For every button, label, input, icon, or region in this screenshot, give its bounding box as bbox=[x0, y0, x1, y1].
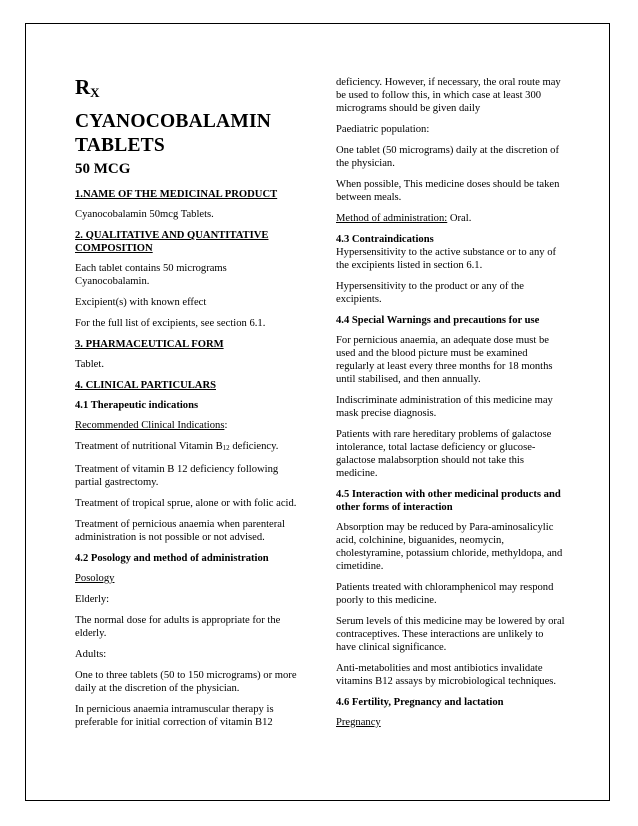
interaction-2: Patients treated with chloramphenicol may respond poorly to this medicine. bbox=[336, 582, 554, 606]
recommended-indications-label: Recommended Clinical Indications: bbox=[75, 420, 228, 431]
indication-4: Treatment of pernicious anaemia when parenteral administration is not possible or not advised. bbox=[75, 519, 285, 543]
interaction-1: Absorption may be reduced by Para-aminosalicylic acid, colchinine, biguanides, neomycin, cholestyramine, potassium chloride, methyldopa, and cimetidine. bbox=[336, 522, 563, 572]
section-2-text-3: For the full list of excipients, see section 6.1. bbox=[75, 318, 266, 329]
posology-label: Posology bbox=[75, 573, 115, 584]
adults-text: One to three tablets (50 to 150 micrograms) or more daily at the discretion of the physician. bbox=[75, 670, 297, 694]
section-2-text-2: Excipient(s) with known effect bbox=[75, 297, 207, 308]
section-4-2-heading: 4.2 Posology and method of administration bbox=[75, 553, 269, 564]
elderly-text: The normal dose for adults is appropriate for the elderly. bbox=[75, 615, 281, 639]
pernicious-text: In pernicious anaemia intramuscular therapy is preferable for initial correction of vitamin B12 bbox=[75, 704, 274, 728]
product-title-line1: CYANOCOBALAMIN bbox=[75, 111, 272, 132]
warning-1: For pernicious anaemia, an adequate dose must be used and the blood picture must be examined regularly at least every three months for 18 months until stabilised, and then annually. bbox=[336, 335, 553, 385]
paediatric-text: One tablet (50 micrograms) daily at the discretion of the physician. bbox=[336, 145, 559, 169]
section-1-heading: 1.NAME OF THE MEDICINAL PRODUCT bbox=[75, 189, 278, 200]
section-2-text-1: Each tablet contains 50 micrograms Cyanocobalamin. bbox=[75, 263, 227, 287]
interaction-4: Anti-metabolities and most antibiotics invalidate vitamins B12 assays by microbiological techniques. bbox=[336, 663, 557, 687]
section-4-1-heading: 4.1 Therapeutic indications bbox=[75, 400, 199, 411]
section-3-heading: 3. PHARMACEUTICAL FORM bbox=[75, 339, 224, 350]
indication-1: Treatment of nutritional Vitamin $B_{12}$ deficiency. bbox=[75, 441, 279, 452]
method-of-administration: Method of administration: Oral. bbox=[336, 213, 472, 224]
section-4-heading: 4. CLINICAL PARTICULARS bbox=[75, 380, 216, 391]
elderly-label: Elderly: bbox=[75, 594, 110, 605]
indication-3: Treatment of tropical sprue, alone or with folic acid. bbox=[75, 498, 297, 509]
contraindication-2: Hypersensitivity to the product or any of the excipients. bbox=[336, 281, 524, 305]
rx-symbol: $R_X$ bbox=[75, 75, 100, 100]
warning-3: Patients with rare hereditary problems of galactose intolerance, total lactase deficiency or glucose-galactose malabsorption should not take this medicine. bbox=[336, 429, 552, 479]
section-2-heading: 2. QUALITATIVE AND QUANTITATIVE COMPOSITION bbox=[75, 230, 269, 254]
product-title-line2: TABLETS bbox=[75, 135, 165, 156]
section-4-6-heading: 4.6 Fertility, Pregnancy and lactation bbox=[336, 697, 504, 708]
pregnancy-label: Pregnancy bbox=[336, 717, 381, 728]
section-4-4-heading: 4.4 Special Warnings and precautions for use bbox=[336, 315, 540, 326]
continued-text: deficiency. However, if necessary, the oral route may be used to follow this, in which case at least 300 micrograms should be given daily bbox=[336, 77, 561, 114]
section-1-text: Cyanocobalamin 50mcg Tablets. bbox=[75, 209, 214, 220]
adults-label: Adults: bbox=[75, 649, 107, 660]
contraindication-1: Hypersensitivity to the active substance or to any of the excipients listed in section 6.1. bbox=[336, 247, 557, 271]
right-column bbox=[336, 76, 566, 737]
meals-text: When possible, This medicine doses should be taken between meals. bbox=[336, 179, 560, 203]
paediatric-label: Paediatric population: bbox=[336, 124, 430, 135]
warning-2: Indiscriminate administration of this medicine may mask precise diagnosis. bbox=[336, 395, 553, 419]
product-strength: 50 MCG bbox=[75, 161, 131, 177]
indication-2: Treatment of vitamin B 12 deficiency following partial gastrectomy. bbox=[75, 464, 279, 488]
section-4-5-heading: 4.5 Interaction with other medicinal products and other forms of interaction bbox=[336, 489, 561, 513]
section-4-3-heading: 4.3 Contraindications bbox=[336, 234, 434, 245]
left-column bbox=[75, 76, 301, 737]
interaction-3: Serum levels of this medicine may be lowered by oral contraceptives. These interactions are unlikely to have clinical significance. bbox=[336, 616, 565, 653]
section-3-text: Tablet. bbox=[75, 359, 104, 370]
